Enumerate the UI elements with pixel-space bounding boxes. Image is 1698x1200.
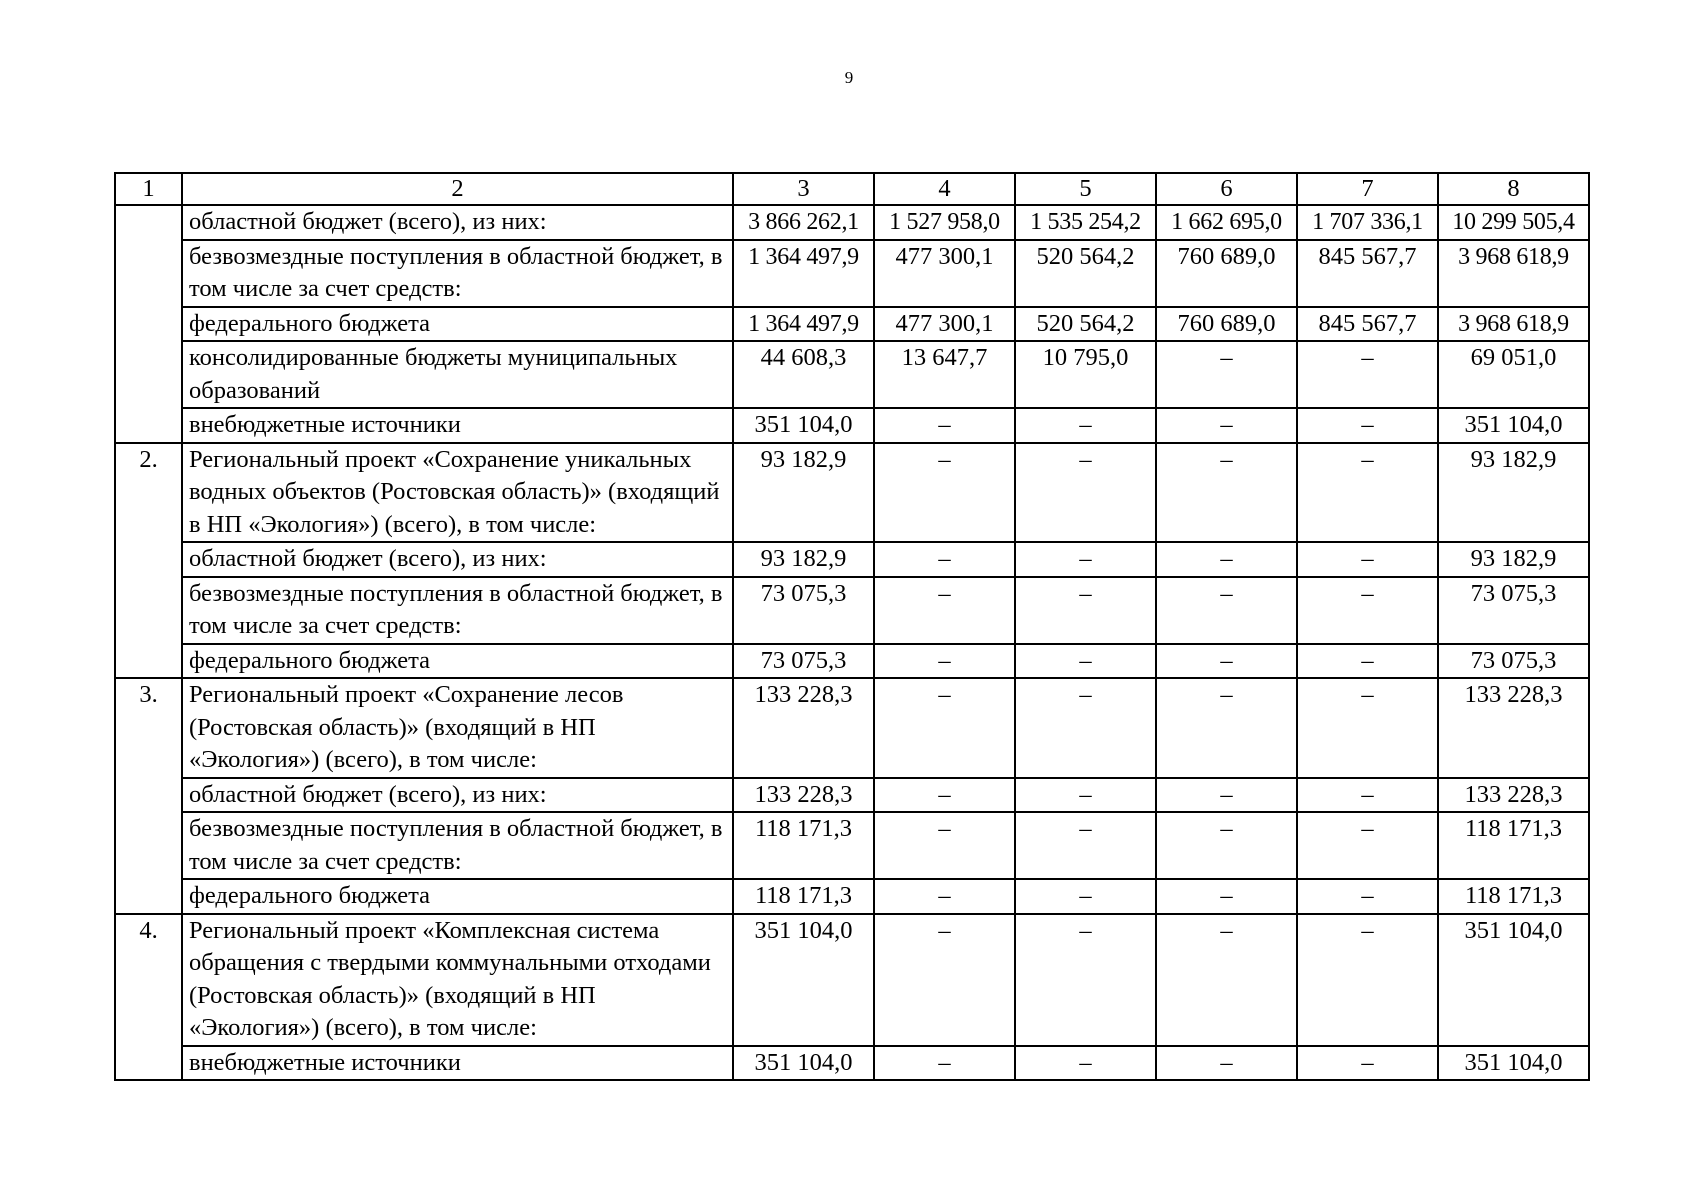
value-cell: 73 075,3 <box>1438 577 1589 644</box>
row-label: Региональный проект «Комплексная система обращения с твердыми коммунальными отходами (Ростовская область)» (входящий в НП «Экология») (всего), в том числе: <box>182 914 733 1046</box>
value-cell: 69 051,0 <box>1438 341 1589 408</box>
value-cell: 118 171,3 <box>1438 812 1589 879</box>
value-cell: 845 567,7 <box>1297 307 1438 342</box>
value-cell: 477 300,1 <box>874 240 1015 307</box>
value-cell: 1 527 958,0 <box>874 205 1015 240</box>
value-cell: – <box>874 879 1015 914</box>
value-cell: 477 300,1 <box>874 307 1015 342</box>
value-cell: – <box>1297 408 1438 443</box>
header-cell: 6 <box>1156 173 1297 205</box>
value-cell: 93 182,9 <box>1438 443 1589 543</box>
value-cell: 133 228,3 <box>1438 778 1589 813</box>
value-cell: – <box>1297 542 1438 577</box>
row-number: 2. <box>115 443 182 543</box>
value-cell: 118 171,3 <box>1438 879 1589 914</box>
header-cell: 1 <box>115 173 182 205</box>
table-row <box>115 443 1589 543</box>
row-number <box>115 812 182 879</box>
value-cell: 93 182,9 <box>733 542 874 577</box>
value-cell: 351 104,0 <box>1438 914 1589 1046</box>
row-label: Региональный проект «Сохранение лесов (Ростовская область)» (входящий в НП «Экология») (всего), в том числе: <box>182 678 733 778</box>
value-cell: 93 182,9 <box>733 443 874 543</box>
header-cell: 7 <box>1297 173 1438 205</box>
row-label: Региональный проект «Сохранение уникальных водных объектов (Ростовская область)» (входящий в НП «Экология») (всего), в том числе: <box>182 443 733 543</box>
row-number: 4. <box>115 914 182 1046</box>
value-cell: – <box>1156 879 1297 914</box>
value-cell: – <box>874 914 1015 1046</box>
table-row <box>115 1046 1589 1081</box>
value-cell: 1 662 695,0 <box>1156 205 1297 240</box>
table-row <box>115 914 1589 1046</box>
value-cell: – <box>874 1046 1015 1081</box>
value-cell: – <box>1297 1046 1438 1081</box>
row-label: внебюджетные источники <box>182 408 733 443</box>
value-cell: 1 707 336,1 <box>1297 205 1438 240</box>
value-cell: – <box>1156 914 1297 1046</box>
value-cell: – <box>874 443 1015 543</box>
value-cell: 845 567,7 <box>1297 240 1438 307</box>
value-cell: 118 171,3 <box>733 879 874 914</box>
header-cell: 2 <box>182 173 733 205</box>
row-label: федерального бюджета <box>182 644 733 679</box>
row-number <box>115 307 182 342</box>
value-cell: – <box>1156 542 1297 577</box>
row-number <box>115 240 182 307</box>
header-cell: 3 <box>733 173 874 205</box>
value-cell: 760 689,0 <box>1156 307 1297 342</box>
value-cell: 351 104,0 <box>1438 1046 1589 1081</box>
header-cell: 5 <box>1015 173 1156 205</box>
value-cell: 13 647,7 <box>874 341 1015 408</box>
value-cell: – <box>1015 678 1156 778</box>
value-cell: – <box>1156 778 1297 813</box>
budget-table <box>114 172 1590 1081</box>
value-cell: – <box>874 812 1015 879</box>
value-cell: 1 364 497,9 <box>733 240 874 307</box>
value-cell: 351 104,0 <box>1438 408 1589 443</box>
header-cell: 4 <box>874 173 1015 205</box>
value-cell: 351 104,0 <box>733 914 874 1046</box>
value-cell: – <box>1015 644 1156 679</box>
value-cell: – <box>1156 678 1297 778</box>
value-cell: – <box>1156 812 1297 879</box>
row-label: безвозмездные поступления в областной бюджет, в том числе за счет средств: <box>182 240 733 307</box>
value-cell: 73 075,3 <box>1438 644 1589 679</box>
row-number <box>115 1046 182 1081</box>
value-cell: 520 564,2 <box>1015 240 1156 307</box>
value-cell: – <box>1015 1046 1156 1081</box>
value-cell: 44 608,3 <box>733 341 874 408</box>
row-number <box>115 778 182 813</box>
value-cell: – <box>1015 879 1156 914</box>
value-cell: – <box>1015 914 1156 1046</box>
value-cell: 133 228,3 <box>1438 678 1589 778</box>
row-number <box>115 879 182 914</box>
table-row <box>115 812 1589 879</box>
value-cell: 133 228,3 <box>733 678 874 778</box>
value-cell: – <box>1015 408 1156 443</box>
header-row <box>115 173 1589 205</box>
table-row <box>115 644 1589 679</box>
row-number <box>115 408 182 443</box>
value-cell: – <box>1156 1046 1297 1081</box>
value-cell: – <box>1297 443 1438 543</box>
value-cell: – <box>1156 443 1297 543</box>
table-row <box>115 577 1589 644</box>
value-cell: 3 968 618,9 <box>1438 307 1589 342</box>
value-cell: – <box>1297 678 1438 778</box>
row-number <box>115 542 182 577</box>
value-cell: 3 968 618,9 <box>1438 240 1589 307</box>
table-row <box>115 542 1589 577</box>
value-cell: – <box>874 778 1015 813</box>
row-number <box>115 577 182 644</box>
row-label: областной бюджет (всего), из них: <box>182 205 733 240</box>
value-cell: 3 866 262,1 <box>733 205 874 240</box>
row-number <box>115 205 182 240</box>
row-label: областной бюджет (всего), из них: <box>182 542 733 577</box>
value-cell: – <box>1156 408 1297 443</box>
value-cell: – <box>1015 812 1156 879</box>
row-number: 3. <box>115 678 182 778</box>
table-row <box>115 678 1589 778</box>
value-cell: 10 299 505,4 <box>1438 205 1589 240</box>
table-row <box>115 778 1589 813</box>
value-cell: 351 104,0 <box>733 408 874 443</box>
value-cell: – <box>1297 778 1438 813</box>
row-label: консолидированные бюджеты муниципальных образований <box>182 341 733 408</box>
value-cell: – <box>1156 644 1297 679</box>
value-cell: – <box>874 678 1015 778</box>
table-row <box>115 879 1589 914</box>
value-cell: – <box>1297 812 1438 879</box>
value-cell: – <box>1156 341 1297 408</box>
value-cell: 73 075,3 <box>733 644 874 679</box>
value-cell: – <box>1156 577 1297 644</box>
value-cell: 118 171,3 <box>733 812 874 879</box>
value-cell: – <box>1297 644 1438 679</box>
row-label: безвозмездные поступления в областной бюджет, в том числе за счет средств: <box>182 577 733 644</box>
value-cell: – <box>1297 341 1438 408</box>
value-cell: – <box>1015 443 1156 543</box>
row-label: внебюджетные источники <box>182 1046 733 1081</box>
value-cell: – <box>874 542 1015 577</box>
value-cell: 520 564,2 <box>1015 307 1156 342</box>
value-cell: – <box>1015 542 1156 577</box>
row-label: областной бюджет (всего), из них: <box>182 778 733 813</box>
value-cell: – <box>1297 879 1438 914</box>
table-row <box>115 205 1589 240</box>
row-label: федерального бюджета <box>182 879 733 914</box>
value-cell: 760 689,0 <box>1156 240 1297 307</box>
value-cell: – <box>1297 577 1438 644</box>
header-cell: 8 <box>1438 173 1589 205</box>
page-number: 9 <box>844 68 854 87</box>
value-cell: – <box>1015 577 1156 644</box>
table-row <box>115 240 1589 307</box>
value-cell: – <box>1015 778 1156 813</box>
row-number <box>115 644 182 679</box>
value-cell: 1 364 497,9 <box>733 307 874 342</box>
table-row <box>115 408 1589 443</box>
value-cell: – <box>874 644 1015 679</box>
value-cell: 73 075,3 <box>733 577 874 644</box>
value-cell: 133 228,3 <box>733 778 874 813</box>
value-cell: 10 795,0 <box>1015 341 1156 408</box>
value-cell: – <box>874 577 1015 644</box>
table-row <box>115 307 1589 342</box>
value-cell: 93 182,9 <box>1438 542 1589 577</box>
value-cell: 1 535 254,2 <box>1015 205 1156 240</box>
row-label: федерального бюджета <box>182 307 733 342</box>
value-cell: 351 104,0 <box>733 1046 874 1081</box>
value-cell: – <box>1297 914 1438 1046</box>
table-row <box>115 341 1589 408</box>
row-number <box>115 341 182 408</box>
row-label: безвозмездные поступления в областной бюджет, в том числе за счет средств: <box>182 812 733 879</box>
value-cell: – <box>874 408 1015 443</box>
